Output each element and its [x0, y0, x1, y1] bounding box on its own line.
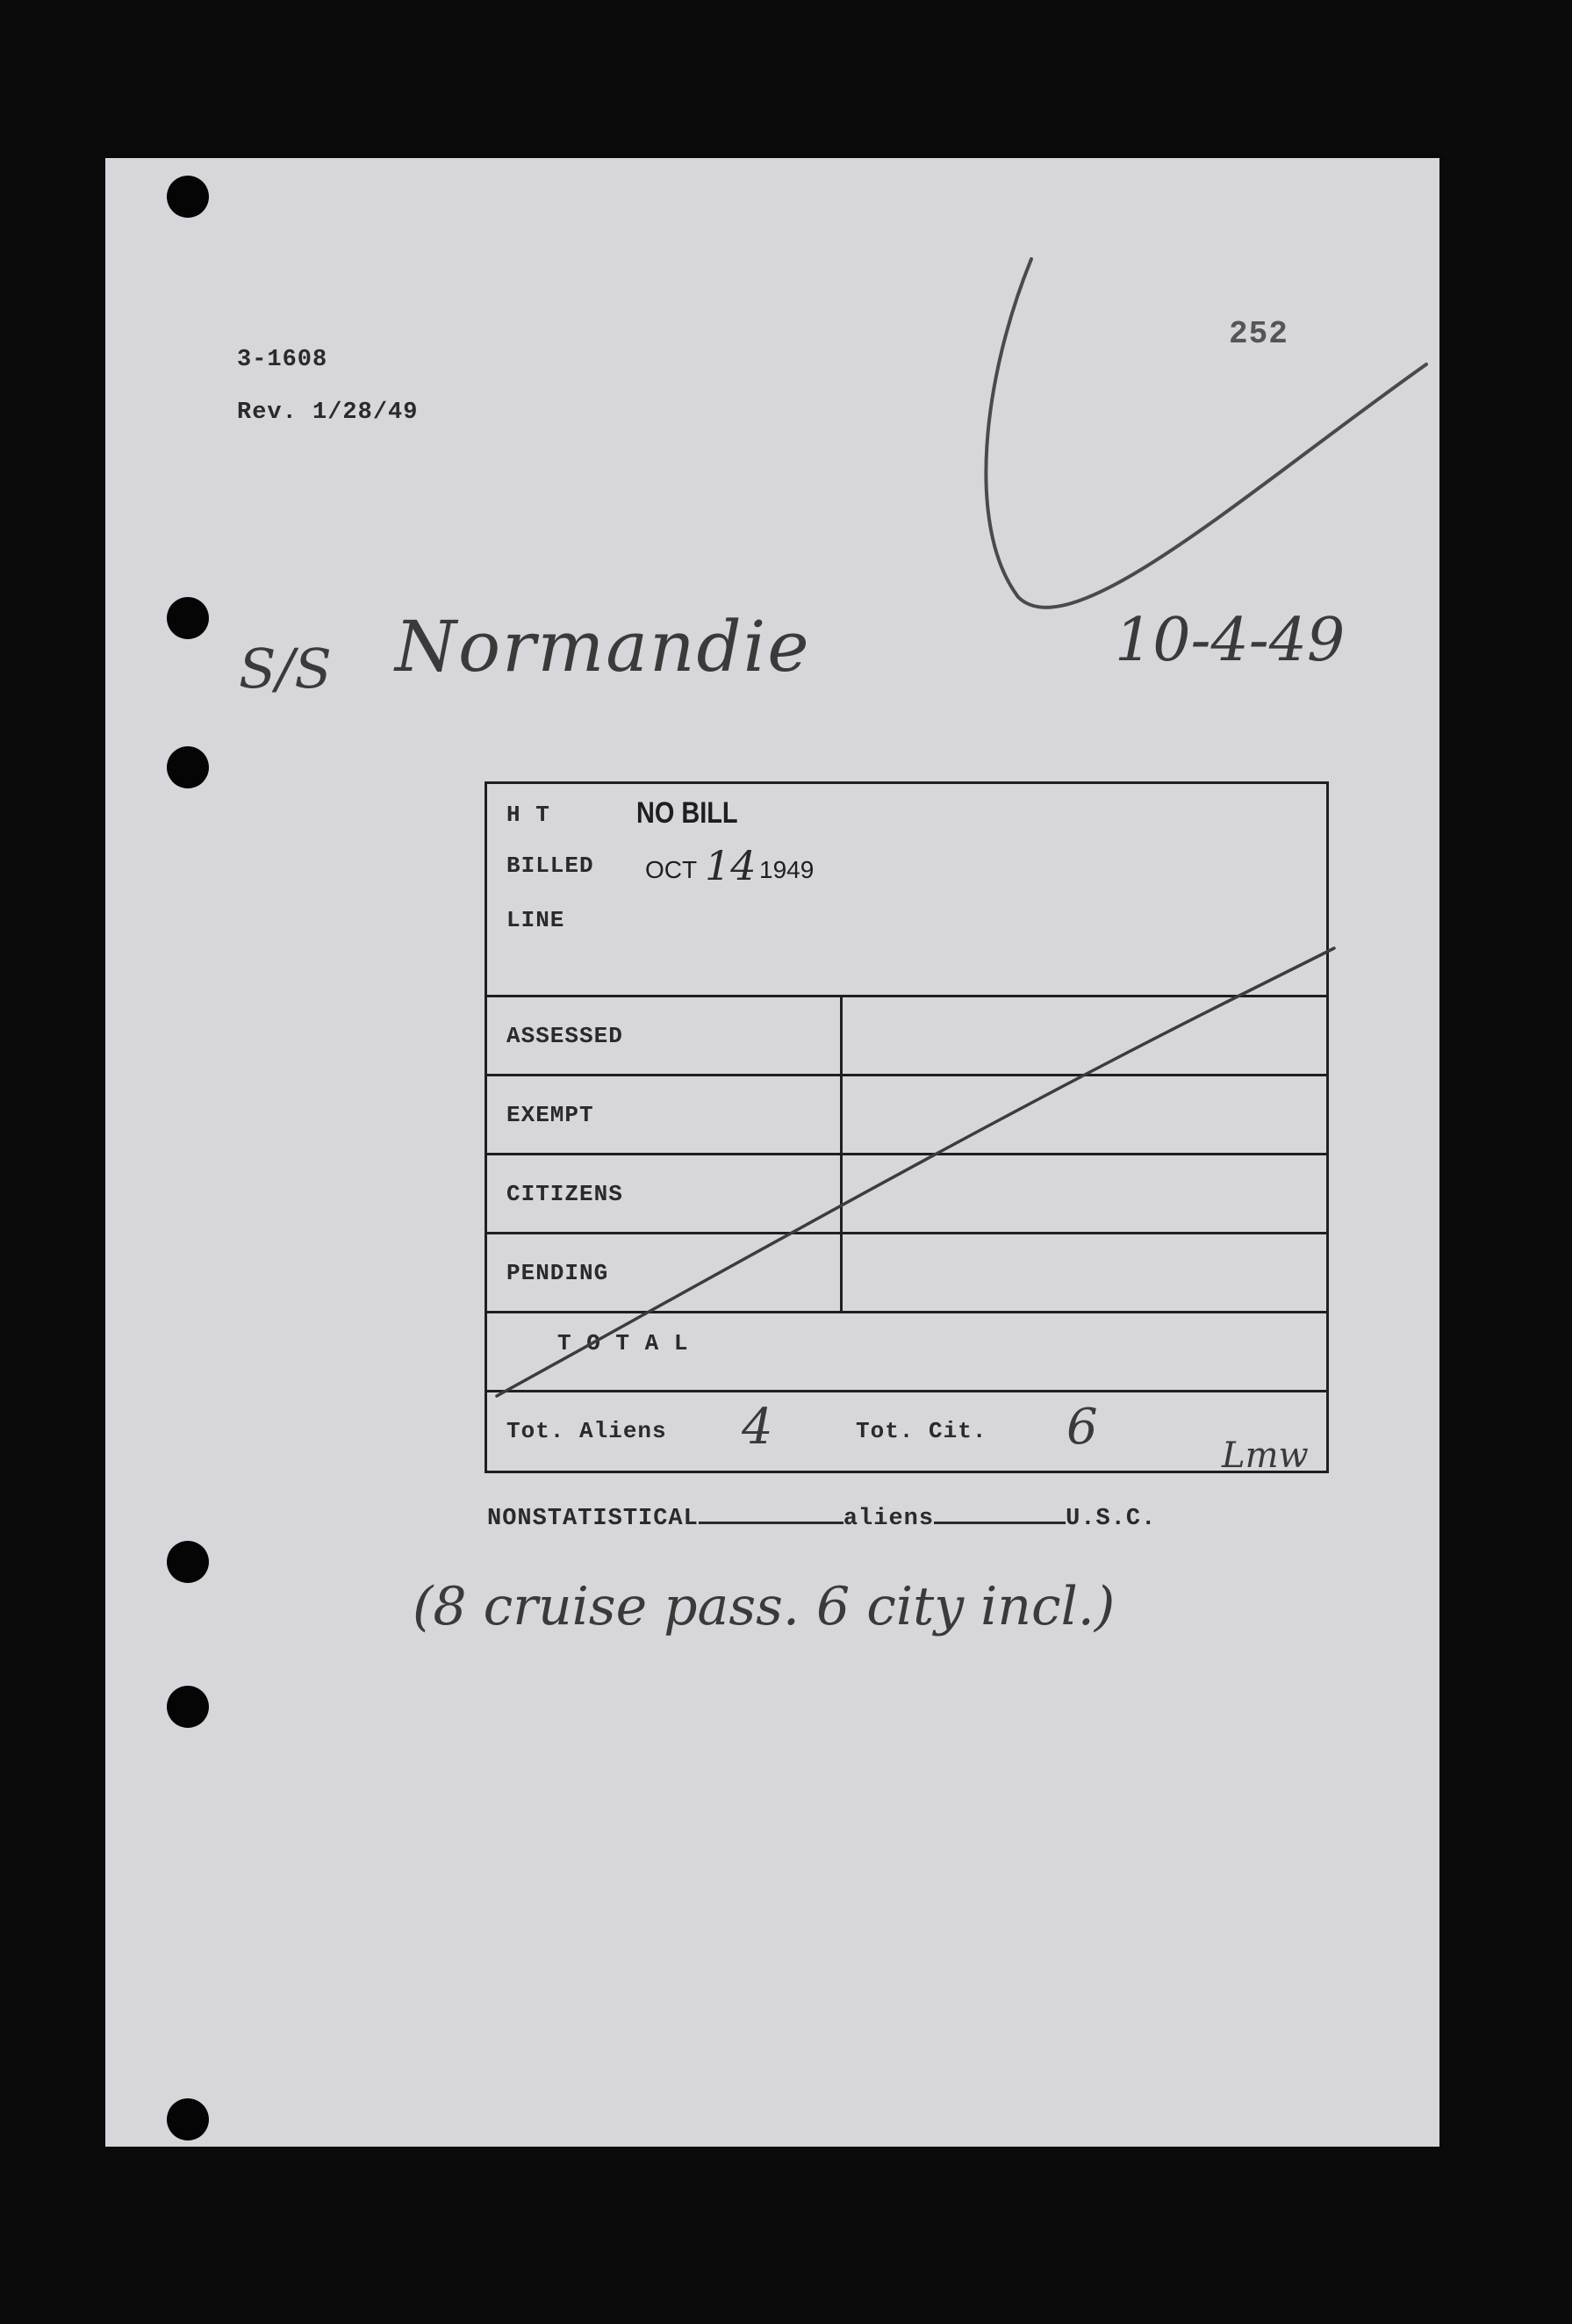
form-revision: Rev. 1/28/49	[237, 399, 419, 426]
page-number: 252	[1229, 316, 1288, 352]
line-label: LINE	[506, 907, 565, 933]
tally-form	[485, 781, 1329, 1473]
rule	[487, 1074, 1326, 1076]
vessel-name: Normandie	[395, 606, 811, 687]
row-label-exempt: EXEMPT	[506, 1102, 594, 1128]
row-label-pending: PENDING	[506, 1260, 609, 1286]
rule	[487, 1311, 1326, 1313]
total-aliens-label: Tot. Aliens	[506, 1418, 667, 1444]
punch-hole	[167, 1541, 209, 1583]
rule	[487, 1232, 1326, 1234]
billed-label: BILLED	[506, 853, 594, 879]
form-number: 3-1608	[237, 347, 328, 373]
initials: Lmw	[1222, 1435, 1309, 1476]
handwritten-note: (8 cruise pass. 6 city incl.)	[413, 1576, 1116, 1637]
nonstatistical-usc-label: U.S.C.	[1066, 1506, 1157, 1532]
rule	[487, 995, 1326, 997]
row-label-assessed: ASSESSED	[506, 1023, 623, 1049]
nonstatistical-blank	[934, 1520, 1066, 1524]
nonstatistical-blank	[699, 1520, 843, 1524]
ht-label: H T	[506, 802, 550, 828]
date-stamp-month: OCT	[645, 856, 698, 883]
document-date: 10-4-49	[1115, 606, 1346, 675]
punch-hole	[167, 1686, 209, 1728]
date-stamp-year: 1949	[759, 856, 815, 883]
rule	[487, 1153, 1326, 1155]
date-stamp-day: 14	[705, 842, 757, 889]
punch-hole	[167, 746, 209, 788]
column-divider	[840, 995, 843, 1311]
punch-hole	[167, 597, 209, 639]
nonstatistical-label: NONSTATISTICAL	[487, 1506, 699, 1532]
total-label: T O T A L	[557, 1330, 689, 1356]
no-bill-stamp: NO BILL	[636, 796, 738, 830]
document-page	[105, 158, 1439, 2147]
check-mark-stroke	[986, 259, 1426, 608]
nonstatistical-line	[487, 1506, 1156, 1532]
row-label-citizens: CITIZENS	[506, 1181, 623, 1207]
nonstatistical-aliens-label: aliens	[843, 1506, 935, 1532]
total-citizens-value: 6	[1066, 1399, 1098, 1456]
rule	[487, 1390, 1326, 1392]
punch-hole	[167, 2098, 209, 2141]
total-citizens-label: Tot. Cit.	[856, 1418, 987, 1444]
vessel-prefix: S/S	[239, 637, 332, 701]
total-aliens-value: 4	[742, 1399, 773, 1456]
punch-hole	[167, 176, 209, 218]
